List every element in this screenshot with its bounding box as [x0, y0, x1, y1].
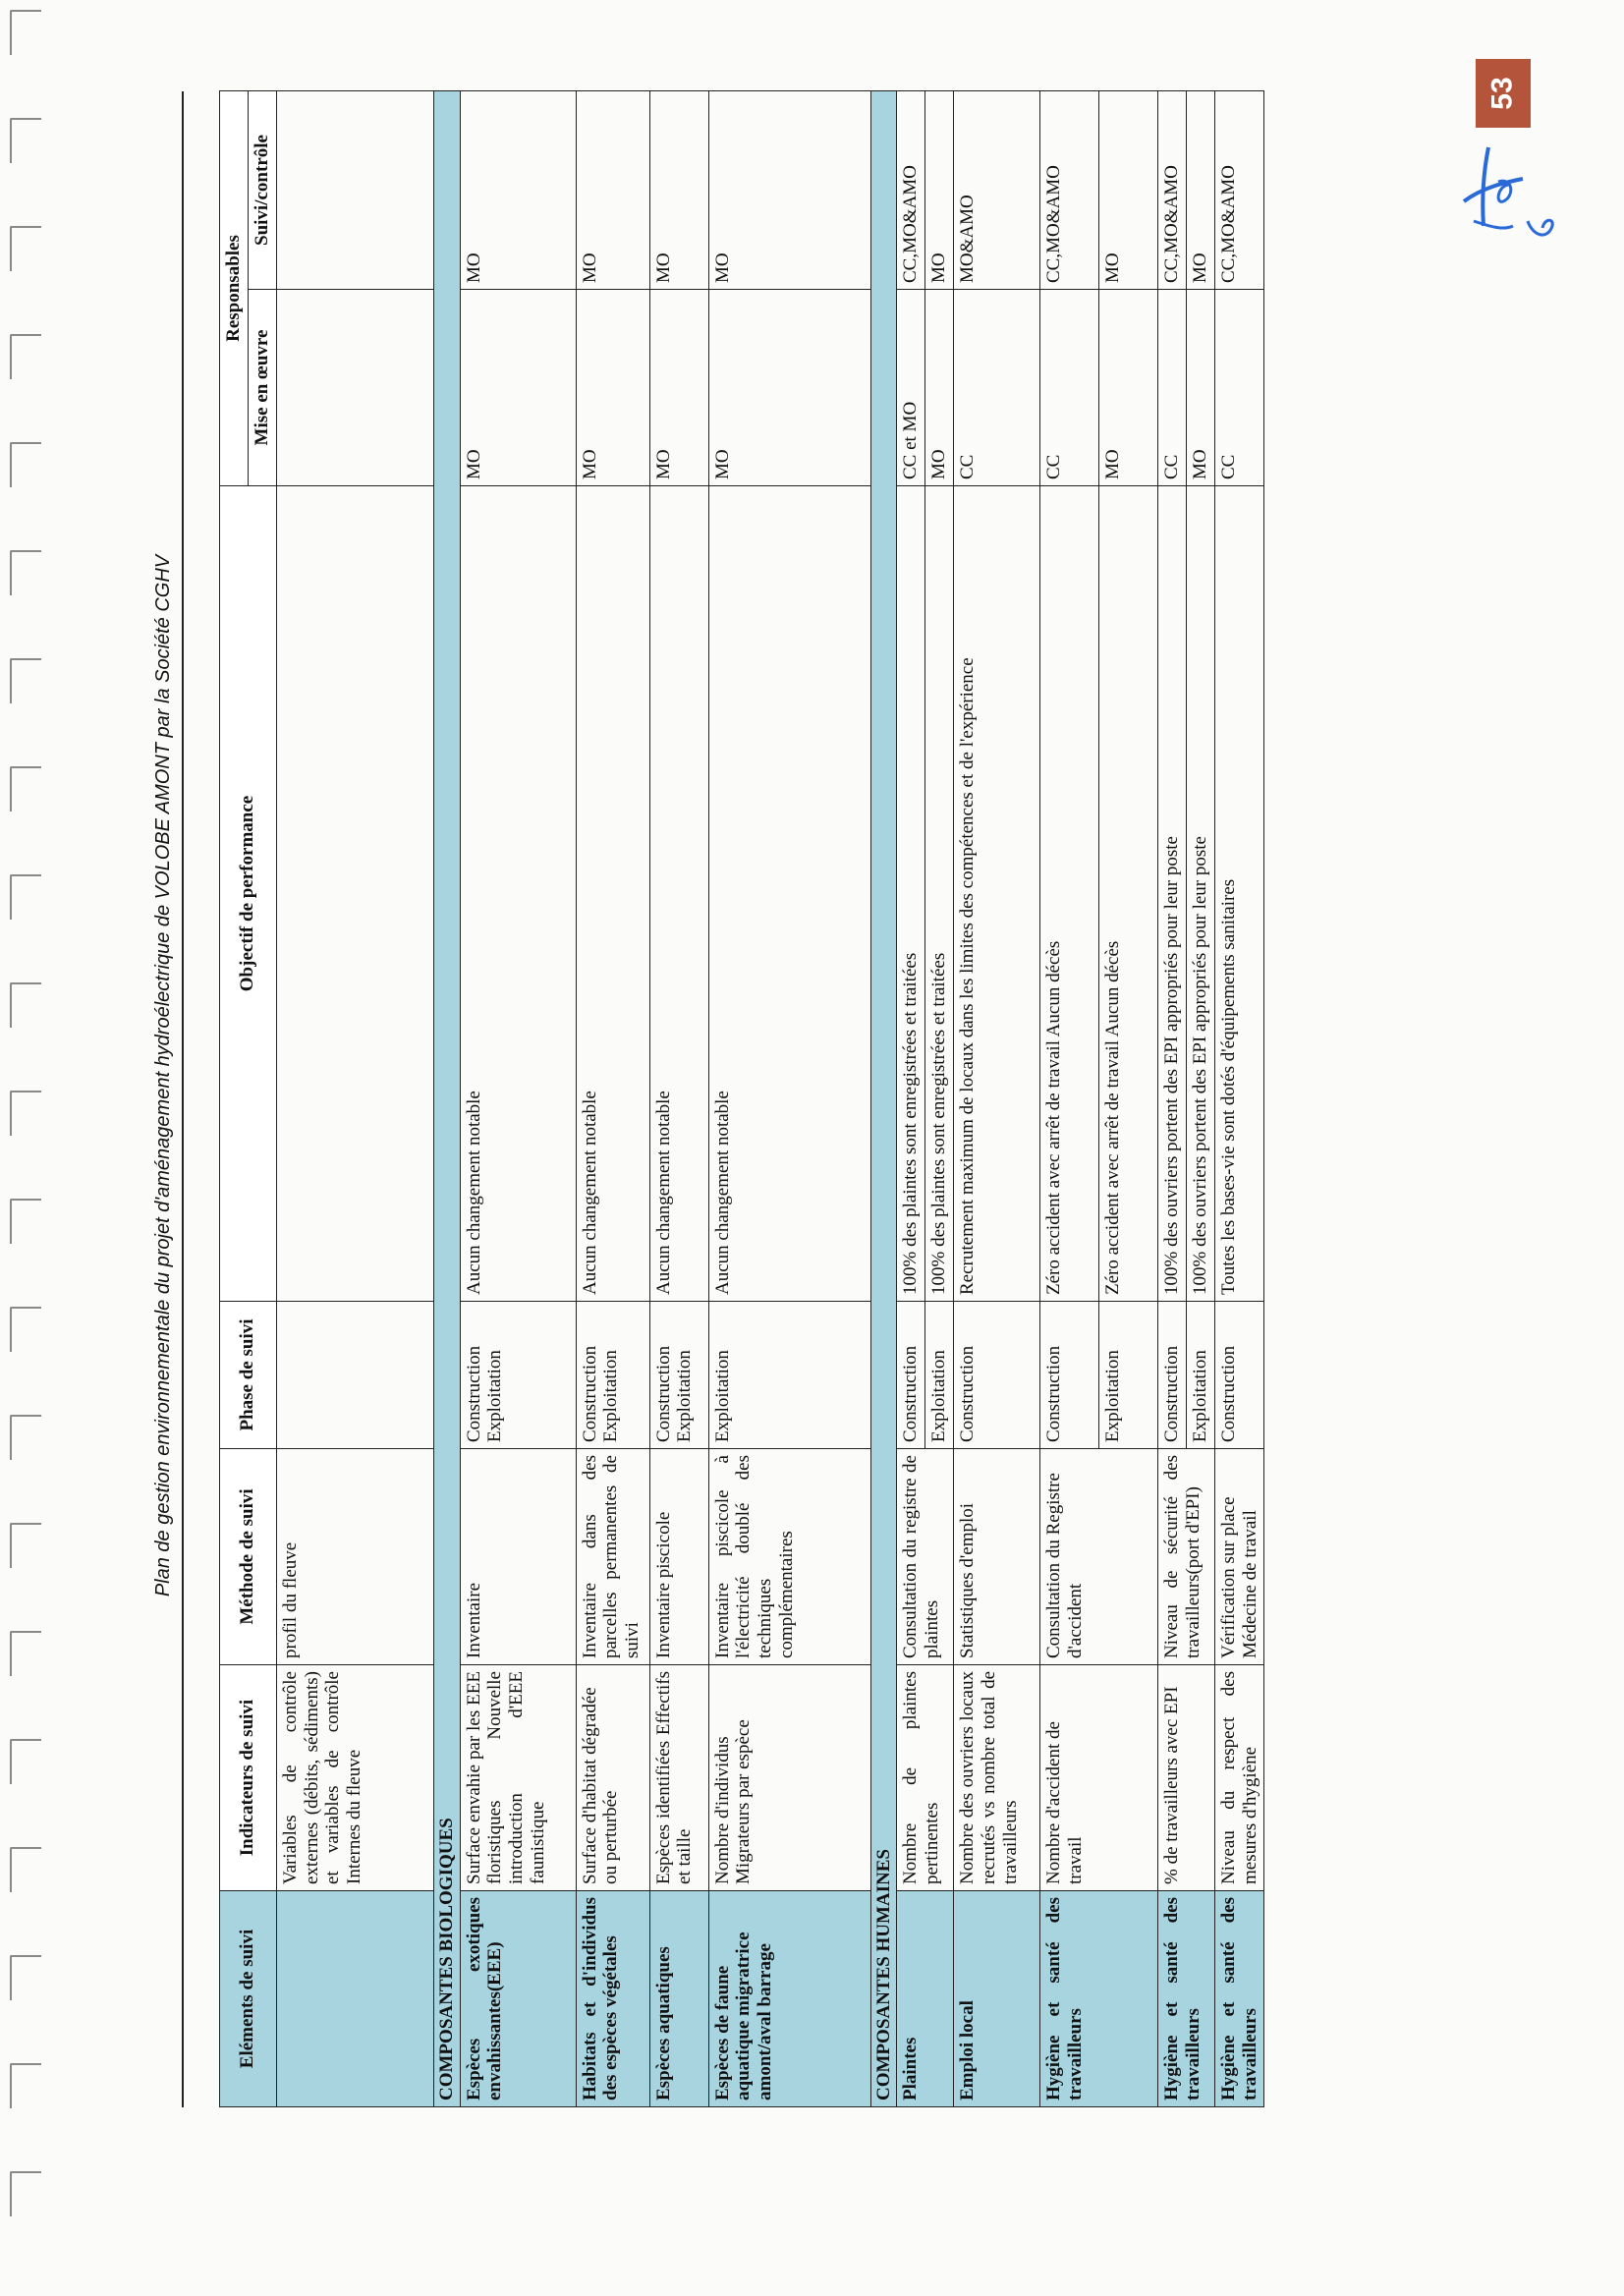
cell-mise: CC et MO: [897, 290, 925, 486]
cell-objectif: Aucun changement notable: [460, 486, 576, 1302]
cell-phase: Construction: [954, 1302, 1040, 1449]
cell-element: Habitats et d'individus des espèces végétales: [576, 1891, 649, 2107]
cell-objectif: Aucun changement notable: [649, 486, 708, 1302]
cell-methode: Inventaire piscicole à l'électricité doublé des techniques complémentaires: [708, 1449, 870, 1665]
cell-methode: Inventaire: [460, 1449, 576, 1665]
cell-methode: Inventaire dans des parcelles permanentes de suivi: [576, 1449, 649, 1665]
cell-objectif: 100% des plaintes sont enregistrées et traitées: [925, 486, 954, 1302]
cell-mise: CC: [1040, 290, 1099, 486]
pges-table: [219, 90, 1264, 2107]
cell-mise: MO: [460, 290, 576, 486]
cell-suivi: CC,MO&AMO: [1040, 91, 1099, 290]
cell-objectif: Aucun changement notable: [708, 486, 870, 1302]
cell-indicateur: Surface envahie par les EEE floristiques Nouvelle introduction d'EEE faunistique: [460, 1665, 576, 1891]
cell-element: Hygiène et santé des travailleurs: [1158, 1891, 1215, 2107]
cell-mise: MO: [925, 290, 954, 486]
cell-mise: MO: [576, 290, 649, 486]
cell-phase: Construction: [897, 1302, 925, 1449]
page-number-badge: [1476, 59, 1531, 128]
cell-indicateur: Surface d'habitat dégradée ou perturbée: [576, 1665, 649, 1891]
cell-methode: Statistiques d'emploi: [954, 1449, 1040, 1665]
cell-phase: Exploitation: [1186, 1302, 1214, 1449]
cell-suivi: MO: [925, 91, 954, 290]
cell-element: Espèces exotiques envahissantes(EEE): [460, 1891, 576, 2107]
cell-indicateur: Nombre des ouvriers locaux recrutés vs nombre total de travailleurs: [954, 1665, 1040, 1891]
cell-mise: CC: [1214, 290, 1264, 486]
table-row: [1040, 91, 1099, 2107]
cell-objectif: 100% des plaintes sont enregistrées et traitées: [897, 486, 925, 1302]
cell-objectif: Zéro accident avec arrêt de travail Aucun décès: [1040, 486, 1099, 1302]
cell-mise: CC: [954, 290, 1040, 486]
cell-indicateur: % de travailleurs avec EPI: [1158, 1665, 1215, 1891]
section-title: COMPOSANTES HUMAINES: [870, 91, 897, 2107]
cell-element: Hygiène et santé des travailleurs: [1040, 1891, 1158, 2107]
cell-element: Espèces de faune aquatique migratrice amont/aval barrage: [708, 1891, 870, 2107]
cell-indicateur: Espèces identifiées Effectifs et taille: [649, 1665, 708, 1891]
cell-objectif: Aucun changement notable: [576, 486, 649, 1302]
header-suivi-controle: Suivi/contrôle: [248, 91, 276, 290]
cell-indicateur: Nombre de plaintes pertinentes: [897, 1665, 954, 1891]
cell-mise: [276, 290, 433, 486]
cell-suivi: CC,MO&AMO: [1214, 91, 1264, 290]
section-row-humaines: [870, 91, 897, 2107]
header-methode: Méthode de suivi: [220, 1449, 277, 1665]
cell-suivi: MO: [1099, 91, 1158, 290]
cell-suivi: MO: [460, 91, 576, 290]
cell-phase: Exploitation: [1099, 1302, 1158, 1449]
cell-suivi: CC,MO&AMO: [1158, 91, 1187, 290]
cell-objectif: Zéro accident avec arrêt de travail Aucun décès: [1099, 486, 1158, 1302]
table-row: [1214, 91, 1264, 2107]
section-row-biologiques: [433, 91, 460, 2107]
cell-suivi: MO&AMO: [954, 91, 1040, 290]
table-row: [1158, 91, 1187, 2107]
header-row: [220, 91, 249, 2107]
title-underline: [182, 91, 184, 2107]
cell-suivi: CC,MO&AMO: [897, 91, 925, 290]
cell-element: [276, 1891, 433, 2107]
cell-element: Hygiène et santé des travailleurs: [1214, 1891, 1264, 2107]
cell-suivi: [276, 91, 433, 290]
cell-suivi: MO: [1186, 91, 1214, 290]
cell-phase: Construction: [1158, 1302, 1187, 1449]
table-row: [897, 91, 925, 2107]
cell-suivi: MO: [708, 91, 870, 290]
table-row: [576, 91, 649, 2107]
cell-methode: profil du fleuve: [276, 1449, 433, 1665]
cell-mise: MO: [1186, 290, 1214, 486]
cell-element: Espèces aquatiques: [649, 1891, 708, 2107]
cell-objectif: 100% des ouvriers portent des EPI appropriés pour leur poste: [1158, 486, 1187, 1302]
header-indicateurs: Indicateurs de suivi: [220, 1665, 277, 1891]
table-row: [276, 91, 433, 2107]
cell-objectif: Recrutement maximum de locaux dans les limites des compétences et de l'expérience: [954, 486, 1040, 1302]
table-row: [708, 91, 870, 2107]
cell-element: Plaintes: [897, 1891, 954, 2107]
cell-methode: Consultation du registre de plaintes: [897, 1449, 954, 1665]
cell-phase: Construction: [1214, 1302, 1264, 1449]
header-elements: Eléments de suivi: [220, 1891, 277, 2107]
cell-methode: Inventaire piscicole: [649, 1449, 708, 1665]
cell-indicateur: Nombre d'accident de travail: [1040, 1665, 1158, 1891]
cell-phase: Construction Exploitation: [460, 1302, 576, 1449]
cell-phase: Exploitation: [708, 1302, 870, 1449]
cell-mise: MO: [1099, 290, 1158, 486]
cell-phase: Construction: [1040, 1302, 1099, 1449]
cell-mise: MO: [649, 290, 708, 486]
table-row: [649, 91, 708, 2107]
header-mise-en-oeuvre: Mise en œuvre: [248, 290, 276, 486]
cell-element: Emploi local: [954, 1891, 1040, 2107]
cell-objectif: 100% des ouvriers portent des EPI appropriés pour leur poste: [1186, 486, 1214, 1302]
cell-suivi: MO: [649, 91, 708, 290]
cell-indicateur: Niveau du respect des mesures d'hygiène: [1214, 1665, 1264, 1891]
cell-mise: CC: [1158, 290, 1187, 486]
document-title: Plan de gestion environnementale du projet d'aménagement hydroélectrique de VOLOBE AMONT par la Société CGHV: [152, 554, 174, 1597]
table-row: [460, 91, 576, 2107]
cell-phase: Construction Exploitation: [649, 1302, 708, 1449]
cell-objectif: Toutes les bases-vie sont dotés d'équipements sanitaires: [1214, 486, 1264, 1302]
cell-phase: Exploitation: [925, 1302, 954, 1449]
cell-phase: Construction Exploitation: [576, 1302, 649, 1449]
rotated-page: [152, 91, 1420, 2107]
cell-indicateur: Variables de contrôle externes (débits, sédiments) et variables de contrôle Internes du fleuve: [276, 1665, 433, 1891]
signature-icon: [1454, 128, 1572, 255]
cell-objectif: [276, 486, 433, 1302]
table-row: [954, 91, 1040, 2107]
header-responsables: Responsables: [220, 91, 249, 486]
binder-holes: [0, 0, 59, 2296]
cell-methode: Consultation du Registre d'accident: [1040, 1449, 1158, 1665]
section-title: COMPOSANTES BIOLOGIQUES: [433, 91, 460, 2107]
cell-suivi: MO: [576, 91, 649, 290]
cell-mise: MO: [708, 290, 870, 486]
cell-phase: [276, 1302, 433, 1449]
cell-methode: Niveau de sécurité des travailleurs(port d'EPI): [1158, 1449, 1215, 1665]
page-number: 53: [1486, 77, 1519, 110]
cell-indicateur: Nombre d'individus Migrateurs par espèce: [708, 1665, 870, 1891]
header-objectif: Objectif de performance: [220, 486, 277, 1302]
header-phase: Phase de suivi: [220, 1302, 277, 1449]
cell-methode: Vérification sur place Médecine de travail: [1214, 1449, 1264, 1665]
